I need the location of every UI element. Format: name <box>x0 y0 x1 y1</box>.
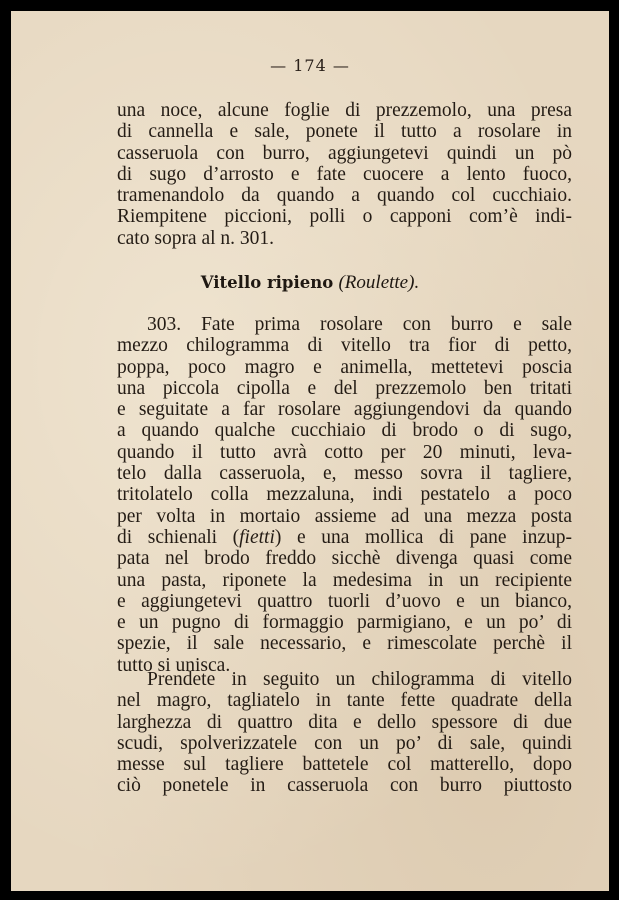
text-line: per volta in mortaio assieme ad una mezza posta <box>117 505 572 527</box>
text-line: quando il tutto avrà cotto per 20 minuti, leva- <box>117 441 572 463</box>
recipe-title: Vitello ripieno <box>200 273 334 292</box>
text-line: cato sopra al n. 301. <box>117 227 275 249</box>
text-line: una noce, alcune foglie di prezzemolo, una presa <box>117 100 572 121</box>
text-line: una pasta, riponete la medesima in un recipiente <box>117 569 572 591</box>
text-line: di cannella e sale, ponete il tutto a rosolare in <box>117 121 572 143</box>
text-line: mezzo chilogramma di vitello tra fior di petto, <box>117 335 572 357</box>
recipe-paragraph-1 <box>117 314 572 676</box>
text-line: nel magro, tagliatelo in tante fette quadrate della <box>117 690 572 712</box>
text-line <box>117 527 572 548</box>
text-line: poppa, poco magro e animella, mettetevi poscia <box>117 356 572 378</box>
text-line: spezie, il sale necessario, e rimescolate perchè il <box>117 633 572 655</box>
text-line: telo dalla casseruola, e, messo sovra il tagliere, <box>117 463 572 485</box>
text-line: 303. Fate prima rosolare con burro e sale <box>147 314 572 335</box>
intro-paragraph <box>117 100 572 249</box>
text-line: e seguitate a far rosolare aggiungendovi da quando <box>117 399 572 421</box>
page-number: — 174 — <box>270 56 350 75</box>
text-line: tramenandolo da quando a quando col cucchiaio. <box>117 185 572 207</box>
text-span: di schienali ( <box>117 526 240 548</box>
text-line: casseruola con burro, aggiungetevi quindi un pò <box>117 142 572 164</box>
text-line: a quando qualche cucchiaio di brodo o di sugo, <box>117 420 572 442</box>
recipe-heading <box>11 272 609 294</box>
book-page <box>11 11 609 891</box>
text-line: e un pugno di formaggio parmigiano, e un po’ di <box>117 612 572 634</box>
text-line: larghezza di quattro dita e dello spessore di due <box>117 711 572 733</box>
text-line: tritolatelo colla mezzaluna, indi pestatelo a poco <box>117 484 572 506</box>
text-line: di sugo d’arrosto e fate cuocere a lento fuoco, <box>117 163 572 185</box>
recipe-paragraph-2 <box>117 669 572 797</box>
text-line: e aggiungetevi quattro tuorli d’uovo e un bianco, <box>117 590 572 612</box>
recipe-subtitle: (Roulette). <box>338 272 420 293</box>
text-line: una piccola cipolla e del prezzemolo ben tritati <box>117 377 572 399</box>
text-line: pata nel brodo freddo sicchè divenga quasi come <box>117 548 572 570</box>
text-line: scudi, spolverizzatele con un po’ di sale, quindi <box>117 732 572 754</box>
italic-term: fietti <box>239 526 275 548</box>
text-line: tutto si unisca. <box>117 654 231 676</box>
text-line: messe sul tagliere battetele col matterello, dopo <box>117 754 572 776</box>
text-line: Prendete in seguito un chilogramma di vitello <box>147 669 572 690</box>
text-line: ciò ponetele in casseruola con burro piuttosto <box>117 775 572 797</box>
text-span: ) e una mollica di pane inzup- <box>274 526 572 548</box>
text-line: Riempitene piccioni, polli o capponi com’è indi- <box>117 206 572 228</box>
